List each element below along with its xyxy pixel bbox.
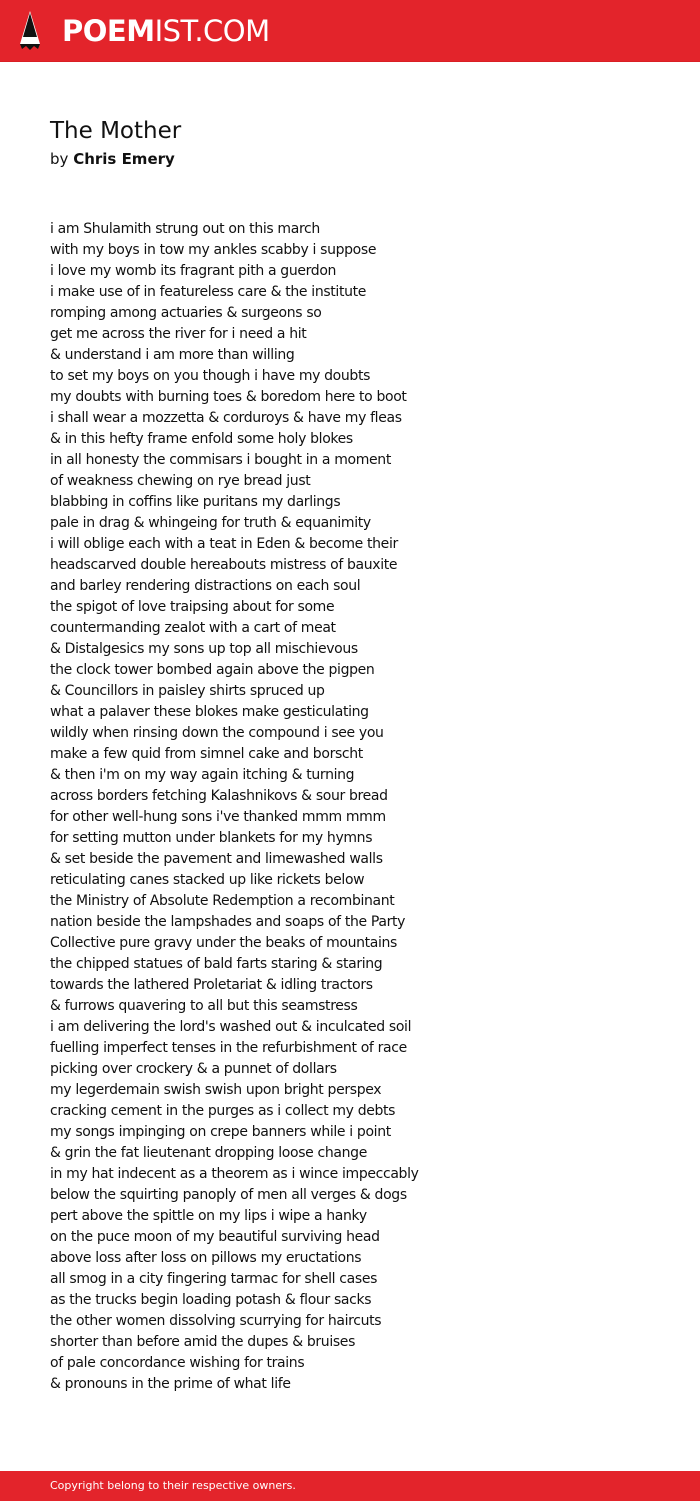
poem-line: what a palaver these blokes make gesticulating <box>50 704 369 720</box>
poem-line: cracking cement in the purges as i collect my debts <box>50 1103 396 1119</box>
poem-line: my doubts with burning toes & boredom here to boot <box>50 389 407 405</box>
poem-line: the chipped statues of bald farts staring & staring <box>50 956 383 972</box>
logo-thin-part: IST.COM <box>154 14 270 48</box>
poem-line: the Ministry of Absolute Redemption a recombinant <box>50 893 395 909</box>
poem-line: i will oblige each with a teat in Eden & become their <box>50 536 398 552</box>
poem-line: countermanding zealot with a cart of meat <box>50 620 336 636</box>
poem-line: & Councillors in paisley shirts spruced up <box>50 683 325 699</box>
poem-line: fuelling imperfect tenses in the refurbishment of race <box>50 1040 407 1056</box>
poem-line: across borders fetching Kalashnikovs & sour bread <box>50 788 388 804</box>
poem-line: all smog in a city fingering tarmac for shell cases <box>50 1271 378 1287</box>
poem-line: i shall wear a mozzetta & corduroys & have my fleas <box>50 410 402 426</box>
poem-line: wildly when rinsing down the compound i see you <box>50 725 384 741</box>
poem-line: & then i'm on my way again itching & turning <box>50 767 355 783</box>
poem-byline <box>50 149 175 169</box>
poem-line: i am delivering the lord's washed out & inculcated soil <box>50 1019 412 1035</box>
poem-line: my songs impinging on crepe banners while i point <box>50 1124 391 1140</box>
poem-line: & understand i am more than willing <box>50 347 295 363</box>
poem-line: & Distalgesics my sons up top all mischievous <box>50 641 358 657</box>
poem-line: picking over crockery & a punnet of dollars <box>50 1061 337 1077</box>
poem-line: in all honesty the commisars i bought in a moment <box>50 452 391 468</box>
poem-line: my legerdemain swish swish upon bright perspex <box>50 1082 382 1098</box>
poem-line: to set my boys on you though i have my doubts <box>50 368 371 384</box>
pencil-tip-icon <box>18 10 42 51</box>
copyright-text: Copyright belong to their respective owners. <box>50 1479 296 1492</box>
poem-line: reticulating canes stacked up like rickets below <box>50 872 365 888</box>
poem-line: below the squirting panoply of men all verges & dogs <box>50 1187 407 1203</box>
poem-line: pale in drag & whingeing for truth & equanimity <box>50 515 371 531</box>
poem-line: i love my womb its fragrant pith a guerdon <box>50 263 337 279</box>
poem-line: as the trucks begin loading potash & flour sacks <box>50 1292 372 1308</box>
poem-line: & pronouns in the prime of what life <box>50 1376 291 1392</box>
poem-line: & furrows quavering to all but this seamstress <box>50 998 358 1014</box>
poem-body <box>50 219 670 1395</box>
logo-bold-part: POEM <box>62 14 155 48</box>
poem-line: for setting mutton under blankets for my hymns <box>50 830 373 846</box>
poem-line: & grin the fat lieutenant dropping loose change <box>50 1145 367 1161</box>
poem-line: Collective pure gravy under the beaks of mountains <box>50 935 397 951</box>
poem-line: the other women dissolving scurrying for haircuts <box>50 1313 382 1329</box>
poem-line: make a few quid from simnel cake and borscht <box>50 746 363 762</box>
poem-line: nation beside the lampshades and soaps of the Party <box>50 914 406 930</box>
poem-line: romping among actuaries & surgeons so <box>50 305 322 321</box>
poem-line: blabbing in coffins like puritans my darlings <box>50 494 341 510</box>
site-footer <box>0 1471 700 1501</box>
site-header <box>0 0 700 62</box>
poem-line: pert above the spittle on my lips i wipe a hanky <box>50 1208 367 1224</box>
poem-line: with my boys in tow my ankles scabby i suppose <box>50 242 377 258</box>
poem-line: the clock tower bombed again above the pigpen <box>50 662 375 678</box>
poem-title: The Mother <box>50 118 182 144</box>
author-link[interactable]: Chris Emery <box>73 150 175 168</box>
poem-line: shorter than before amid the dupes & bruises <box>50 1334 356 1350</box>
poem-line: towards the lathered Proletariat & idling tractors <box>50 977 373 993</box>
site-logo-text <box>62 13 270 49</box>
poem-line: the spigot of love traipsing about for some <box>50 599 335 615</box>
poem-line: i make use of in featureless care & the institute <box>50 284 367 300</box>
poem-line: on the puce moon of my beautiful surviving head <box>50 1229 380 1245</box>
poem-line: above loss after loss on pillows my eructations <box>50 1250 362 1266</box>
poem-line: for other well-hung sons i've thanked mmm mmm <box>50 809 386 825</box>
poem-line: of weakness chewing on rye bread just <box>50 473 311 489</box>
poem-line: get me across the river for i need a hit <box>50 326 307 342</box>
poem-line: & in this hefty frame enfold some holy blokes <box>50 431 353 447</box>
poem-line: i am Shulamith strung out on this march <box>50 221 320 237</box>
poem-line: headscarved double hereabouts mistress of bauxite <box>50 557 398 573</box>
poem-line: and barley rendering distractions on each soul <box>50 578 361 594</box>
poem-line: & set beside the pavement and limewashed walls <box>50 851 383 867</box>
poem-line: in my hat indecent as a theorem as i wince impeccably <box>50 1166 419 1182</box>
poem-line: of pale concordance wishing for trains <box>50 1355 305 1371</box>
byline-by-label: by <box>50 150 69 168</box>
